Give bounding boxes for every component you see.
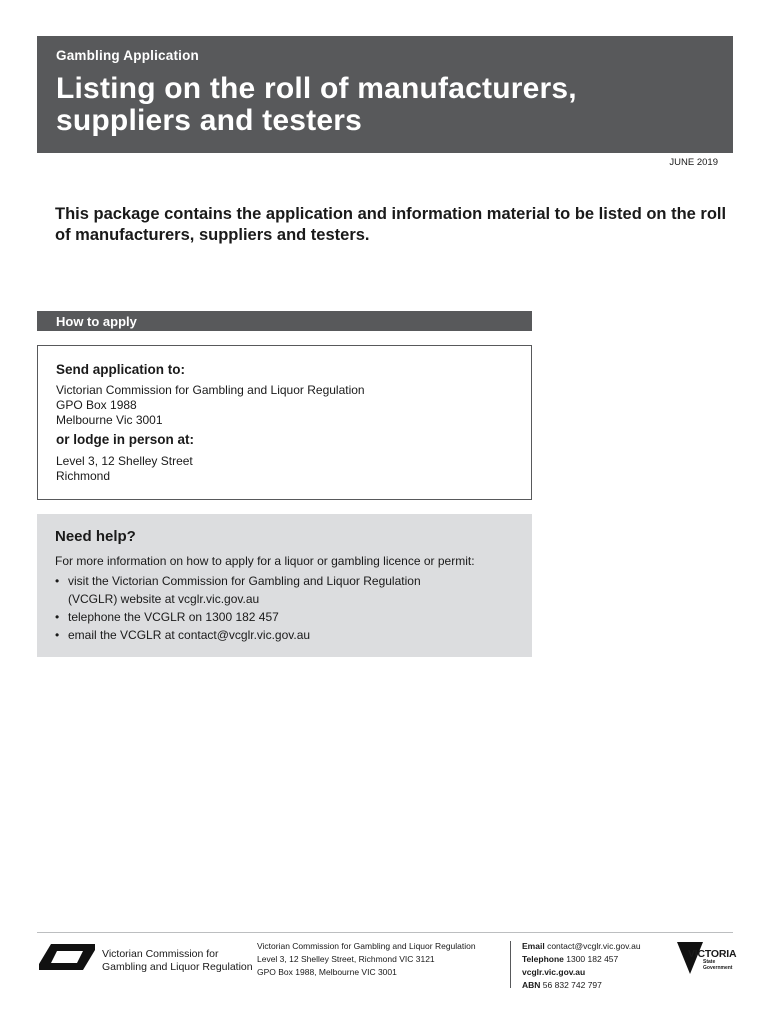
footer-address-line: Level 3, 12 Shelley Street, Richmond VIC 3121 [257, 954, 435, 964]
lodge-address-line: Richmond [56, 469, 111, 483]
footer-org-line: Gambling and Liquor Regulation [102, 960, 253, 973]
footer-email [522, 940, 641, 953]
email-label: Email [522, 941, 545, 951]
page-title-line-1: Listing on the roll of manufacturers, [56, 72, 577, 105]
help-item-text: visit the Victorian Commission for Gambling and Liquor Regulation [68, 574, 421, 588]
state-government-label [703, 960, 732, 971]
footer-divider-line [37, 932, 733, 933]
state-label: State [703, 959, 716, 965]
help-list-item [55, 608, 514, 626]
footer-telephone [522, 953, 641, 966]
vcglr-logo-icon [37, 942, 97, 977]
lodge-address-line: Level 3, 12 Shelley Street [56, 454, 193, 468]
page-title-line-2: suppliers and testers [56, 104, 362, 137]
help-heading: Need help? [55, 528, 136, 545]
help-item-text: telephone the VCGLR on 1300 182 457 [68, 610, 279, 624]
government-label: Government [703, 964, 733, 971]
help-item-text-continued: (VCGLR) website at vcglr.vic.gov.au [68, 592, 260, 606]
help-item-text: email the VCGLR at contact@vcglr.vic.gov.au [68, 628, 311, 642]
intro-text: This package contains the application and information material to be listed on the roll of manufacturers, suppliers and testers. [55, 205, 727, 244]
bullet-icon: • [55, 574, 60, 588]
footer-abn [522, 979, 641, 992]
help-list [55, 572, 514, 644]
footer-org-line: Victorian Commission for [102, 948, 219, 960]
bullet-icon: • [55, 610, 60, 624]
footer-address-line: Victorian Commission for Gambling and Liquor Regulation [257, 941, 476, 951]
email-link[interactable]: contact@vcglr.vic.gov.au [547, 941, 641, 951]
abn-value: 56 832 742 797 [542, 980, 602, 990]
abn-label: ABN [522, 980, 541, 990]
send-application-box [37, 345, 532, 500]
lodge-heading: or lodge in person at: [56, 432, 195, 447]
page-title [56, 73, 715, 137]
send-heading: Send application to: [56, 362, 186, 377]
telephone-value: 1300 182 457 [566, 954, 619, 964]
victoria-wordmark: VICTORIA [688, 948, 737, 960]
footer-vertical-divider [510, 941, 511, 988]
help-intro: For more information on how to apply for a liquor or gambling licence or permit: [55, 554, 475, 568]
footer-address [257, 940, 476, 979]
footer-address-line: GPO Box 1988, Melbourne VIC 3001 [257, 967, 397, 977]
need-help-box [37, 514, 532, 657]
help-list-item [55, 626, 514, 644]
telephone-label: Telephone [522, 954, 564, 964]
footer-organisation-name [102, 948, 253, 973]
website-link[interactable]: vcglr.vic.gov.au [522, 967, 586, 977]
help-list-item [55, 572, 514, 608]
send-address-line: Victorian Commission for Gambling and Liquor Regulation [56, 383, 365, 397]
document-category: Gambling Application [56, 48, 200, 63]
send-address-line: Melbourne Vic 3001 [56, 413, 163, 427]
footer-contact [522, 940, 641, 992]
send-address-line: GPO Box 1988 [56, 398, 137, 412]
how-to-apply-heading: How to apply [37, 311, 532, 331]
footer-website [522, 966, 641, 979]
bullet-icon: • [55, 628, 60, 642]
document-date: JUNE 2019 [669, 157, 718, 168]
header-banner [37, 36, 733, 153]
